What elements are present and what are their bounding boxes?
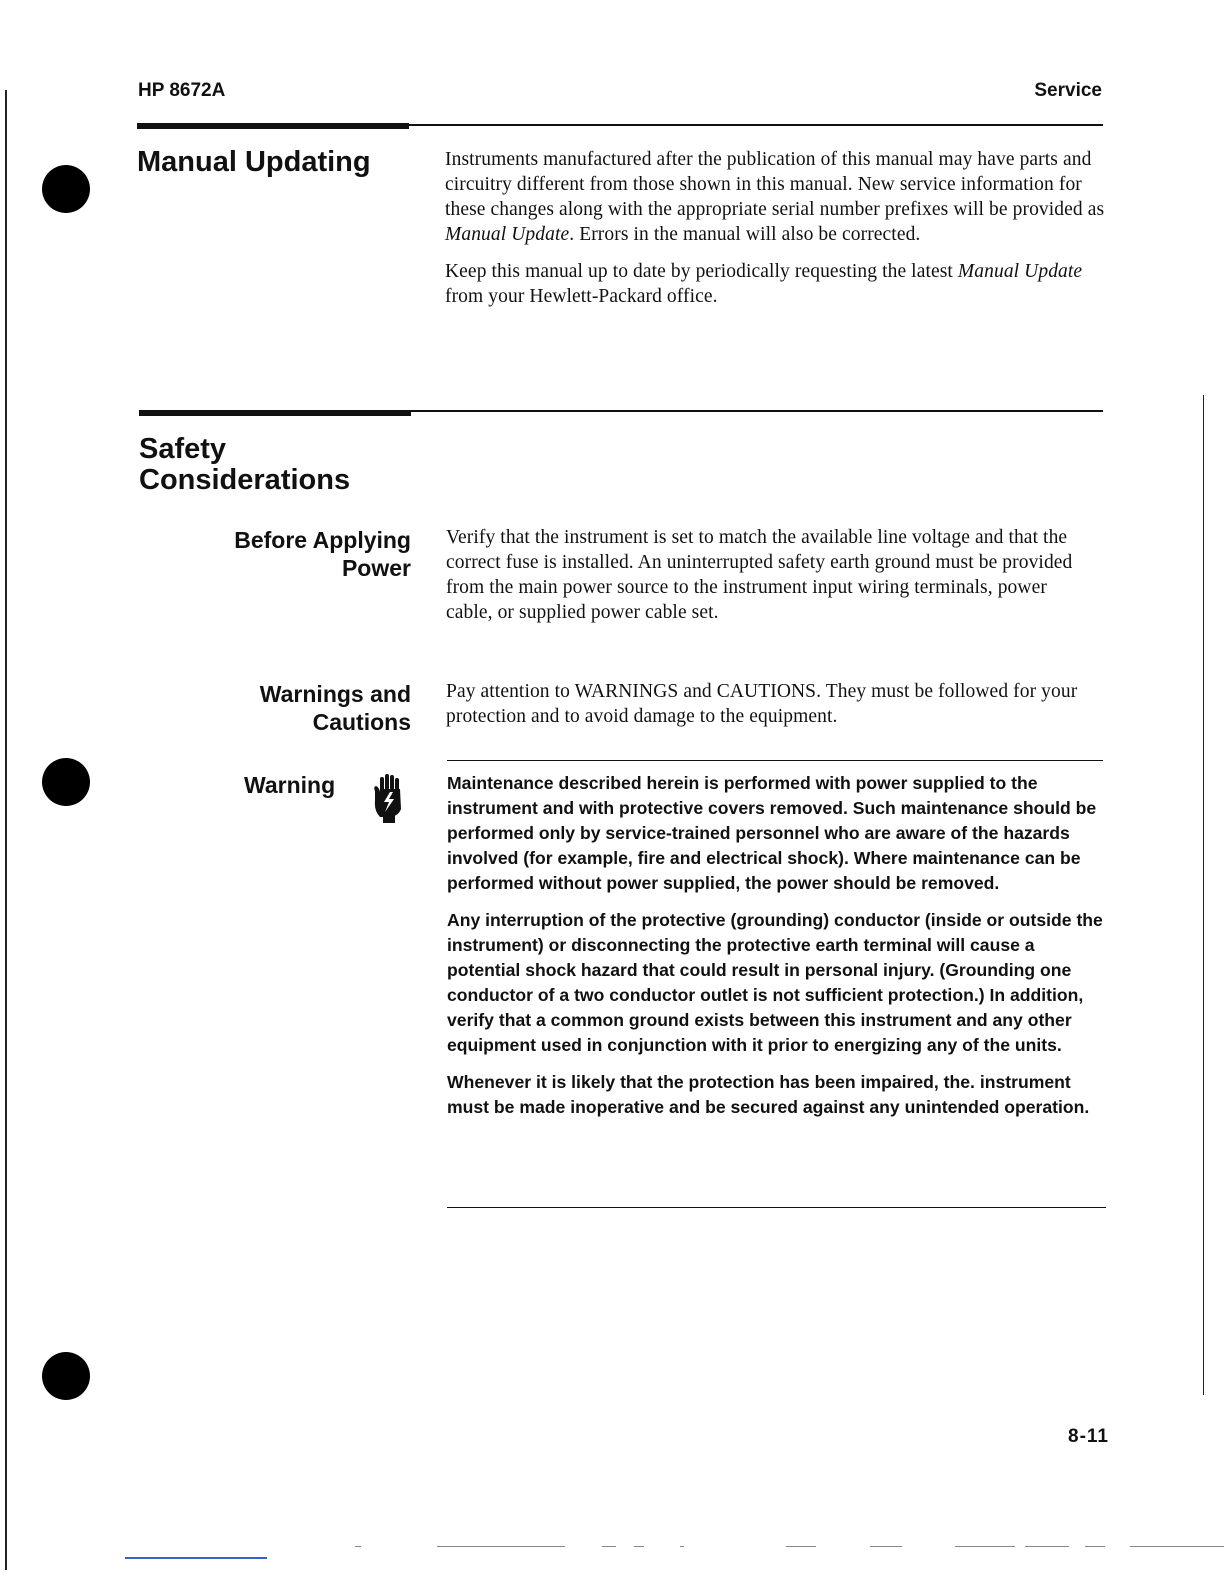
text-run: from your Hewlett-Packard office. [445,286,718,307]
header-section: Service [1034,80,1102,101]
scan-dash [955,1546,1015,1547]
manual-updating-body [445,147,1105,309]
warning-body [447,771,1107,1120]
italic-run: Manual Update [957,261,1083,282]
section-rule-thin [137,124,1103,126]
scan-dash [437,1546,565,1547]
safety-title-line-1: Safety [139,433,227,465]
shock-hazard-hand-icon [370,773,404,823]
manual-updating-para-2 [445,259,1105,309]
scan-underline-blue [125,1557,267,1559]
scan-dash [680,1546,684,1547]
scan-dash [634,1546,644,1547]
text-run: Keep this manual up to date by periodically requesting the latest [445,261,958,282]
warning-para-1: Maintenance described herein is performed with power supplied to the instrument and with protective covers removed. Such maintenance should be performed only by service-trained personnel who are aware of the hazards involved (for example, fire and electrical shock). Where maintenance can be performed without power supplied, the power should be removed. [447,773,1097,893]
scan-dash [602,1546,616,1547]
warning-rule-bottom [447,1207,1106,1208]
scan-dash [1130,1546,1224,1547]
warning-heading: Warning [244,772,336,798]
safety-title [139,434,350,496]
scan-dash [870,1546,902,1547]
warning-rule-top [447,760,1103,761]
scan-edge-left [5,90,7,1570]
scan-edge-right [1203,395,1204,1395]
warnings-cautions-text: Pay attention to WARNINGS and CAUTIONS. They must be followed for your protection and to avoid damage to the equipment. [446,681,1078,727]
safety-rule-thin [139,410,1103,412]
before-power-text: Verify that the instrument is set to match the available line voltage and that the correct fuse is installed. An uninterrupted safety earth ground must be provided from the main power source to the instrument input wiring terminals, power cable, or supplied power cable set. [446,527,1073,623]
warnings-cautions-heading-line-2: Cautions [312,709,411,735]
text-run: Instruments manufactured after the publication of this manual may have parts and circuitry different from those shown in this manual. New service information for these changes along with the appropriate serial number prefixes will be provided as [445,149,1105,220]
scan-dash [355,1546,361,1547]
text-run: . Errors in the manual will also be corrected. [569,224,921,245]
scan-dash [1085,1546,1105,1547]
binder-hole-top [42,165,90,213]
scan-dash [1025,1546,1069,1547]
safety-title-line-2: Considerations [139,464,351,496]
before-power-heading [200,526,411,582]
binder-hole-bottom [42,1352,90,1400]
binder-hole-middle [42,758,90,806]
before-power-heading-line-2: Power [341,555,411,581]
manual-updating-title: Manual Updating [137,146,371,178]
italic-run: Manual Update [445,224,570,245]
header-model: HP 8672A [138,80,226,101]
scan-dash [786,1546,816,1547]
before-power-heading-line-1: Before Applying [234,527,411,553]
warnings-cautions-heading [200,680,411,736]
page-number: 8-11 [1068,1426,1109,1447]
manual-updating-para-1 [445,147,1105,247]
warnings-cautions-heading-line-1: Warnings and [259,681,411,707]
warning-para-2: Any interruption of the protective (grounding) conductor (inside or outside the instrument) or disconnecting the protective earth terminal will cause a potential shock hazard that could result in personal injury. (Grounding one conductor of a two conductor outlet is not sufficient protection.) In addition, verify that a common ground exists between this instrument and any other equipment used in conjunction with it prior to energizing any of the units. [447,910,1103,1055]
warning-para-3: Whenever it is likely that the protection has been impaired, the. instrument must be made inoperative and be secured against any unintended operation. [447,1072,1090,1117]
